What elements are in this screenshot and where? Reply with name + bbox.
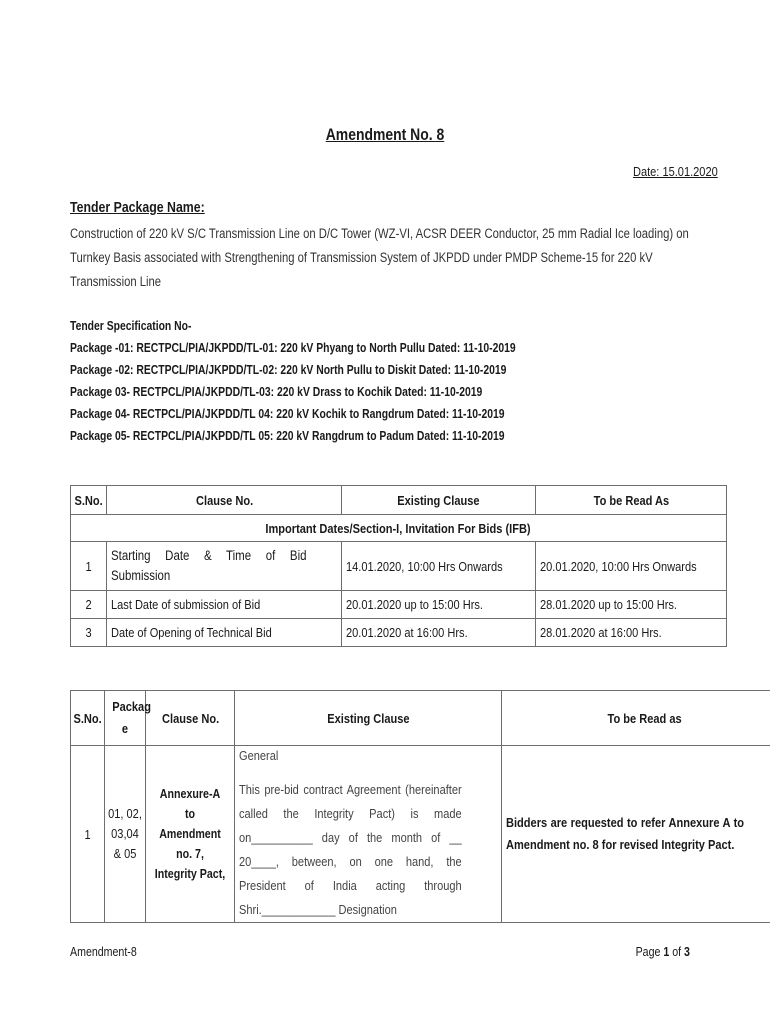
integrity-pact-table xyxy=(70,690,770,923)
spec-package-3: Package 03- RECTPCL/PIA/JKPDD/TL-03: 220 kV Drass to Kochik Dated: 11-10-2019 xyxy=(70,385,483,399)
tender-package-label: Tender Package Name: xyxy=(70,200,205,216)
spec-heading: Tender Specification No- xyxy=(70,319,192,333)
header-read-as: To be Read as xyxy=(502,691,770,746)
row-existing: 20.01.2020 up to 15:00 Hrs. xyxy=(342,591,536,619)
table-header-row xyxy=(71,486,727,515)
header-package: Packag e xyxy=(105,691,146,746)
header-existing: Existing Clause xyxy=(235,691,502,746)
section-title: Important Dates/Section-I, Invitation For Bids (IFB) xyxy=(71,515,727,542)
table-row xyxy=(71,746,770,923)
row-sno: 1 xyxy=(71,746,105,923)
header-existing: Existing Clause xyxy=(342,486,536,515)
row-existing: General This pre-bid contract Agreement (hereinafter called the Integrity Pact) is made on__________ day of the month of __ 20____, between, on one hand, the President of India acting through Shri.____________ Designation xyxy=(235,746,502,923)
row-clause: Last Date of submission of Bid xyxy=(107,591,342,619)
row-read-as: 28.01.2020 at 16:00 Hrs. xyxy=(536,619,727,647)
row-clause: Annexure-A to Amendment no. 7, Integrity Pact, xyxy=(146,746,235,923)
spec-package-5: Package 05- RECTPCL/PIA/JKPDD/TL 05: 220 kV Rangdrum to Padum Dated: 11-10-2019 xyxy=(70,429,505,443)
row-sno: 2 xyxy=(71,591,107,619)
header-sno: S.No. xyxy=(71,486,107,515)
section-row xyxy=(71,515,727,542)
row-clause: Starting Date & Time of Bid Submission xyxy=(107,542,342,591)
header-clause: Clause No. xyxy=(146,691,235,746)
document-title: Amendment No. 8 xyxy=(325,125,445,144)
row-existing: 14.01.2020, 10:00 Hrs Onwards xyxy=(342,542,536,591)
footer-page-number: Page 1 of 3 xyxy=(635,945,690,959)
table-row xyxy=(71,591,727,619)
row-read-as: Bidders are requested to refer Annexure A to Amendment no. 8 for revised Integrity Pact. xyxy=(502,746,770,923)
tender-specification xyxy=(70,315,516,447)
document-date: Date: 15.01.2020 xyxy=(633,164,718,179)
row-read-as: 20.01.2020, 10:00 Hrs Onwards xyxy=(536,542,727,591)
table-row xyxy=(71,619,727,647)
spec-package-1: Package -01: RECTPCL/PIA/JKPDD/TL-01: 220 kV Phyang to North Pullu Dated: 11-10-2019 xyxy=(70,341,516,355)
row-sno: 3 xyxy=(71,619,107,647)
spec-package-2: Package -02: RECTPCL/PIA/JKPDD/TL-02: 220 kV North Pullu to Diskit Dated: 11-10-2019 xyxy=(70,363,507,377)
table-row xyxy=(71,542,727,591)
header-read-as: To be Read As xyxy=(536,486,727,515)
important-dates-table xyxy=(70,485,727,647)
tender-package-description: Construction of 220 kV S/C Transmission Line on D/C Tower (WZ-VI, ACSR DEER Conductor, 25 mm Radial Ice loading) on Turnkey Basis associated with Strengthening of Transmission System of JKPDD under PMDP Scheme-15 for 220 kV Transmission Line xyxy=(70,226,689,289)
spec-package-4: Package 04- RECTPCL/PIA/JKPDD/TL 04: 220 kV Kochik to Rangdrum Dated: 11-10-2019 xyxy=(70,407,505,421)
header-clause: Clause No. xyxy=(107,486,342,515)
row-clause: Date of Opening of Technical Bid xyxy=(107,619,342,647)
footer-document-name: Amendment-8 xyxy=(70,945,137,959)
header-sno: S.No. xyxy=(71,691,105,746)
row-package: 01, 02, 03,04 & 05 xyxy=(105,746,146,923)
row-existing: 20.01.2020 at 16:00 Hrs. xyxy=(342,619,536,647)
row-read-as: 28.01.2020 up to 15:00 Hrs. xyxy=(536,591,727,619)
table-header-row xyxy=(71,691,770,746)
row-sno: 1 xyxy=(71,542,107,591)
